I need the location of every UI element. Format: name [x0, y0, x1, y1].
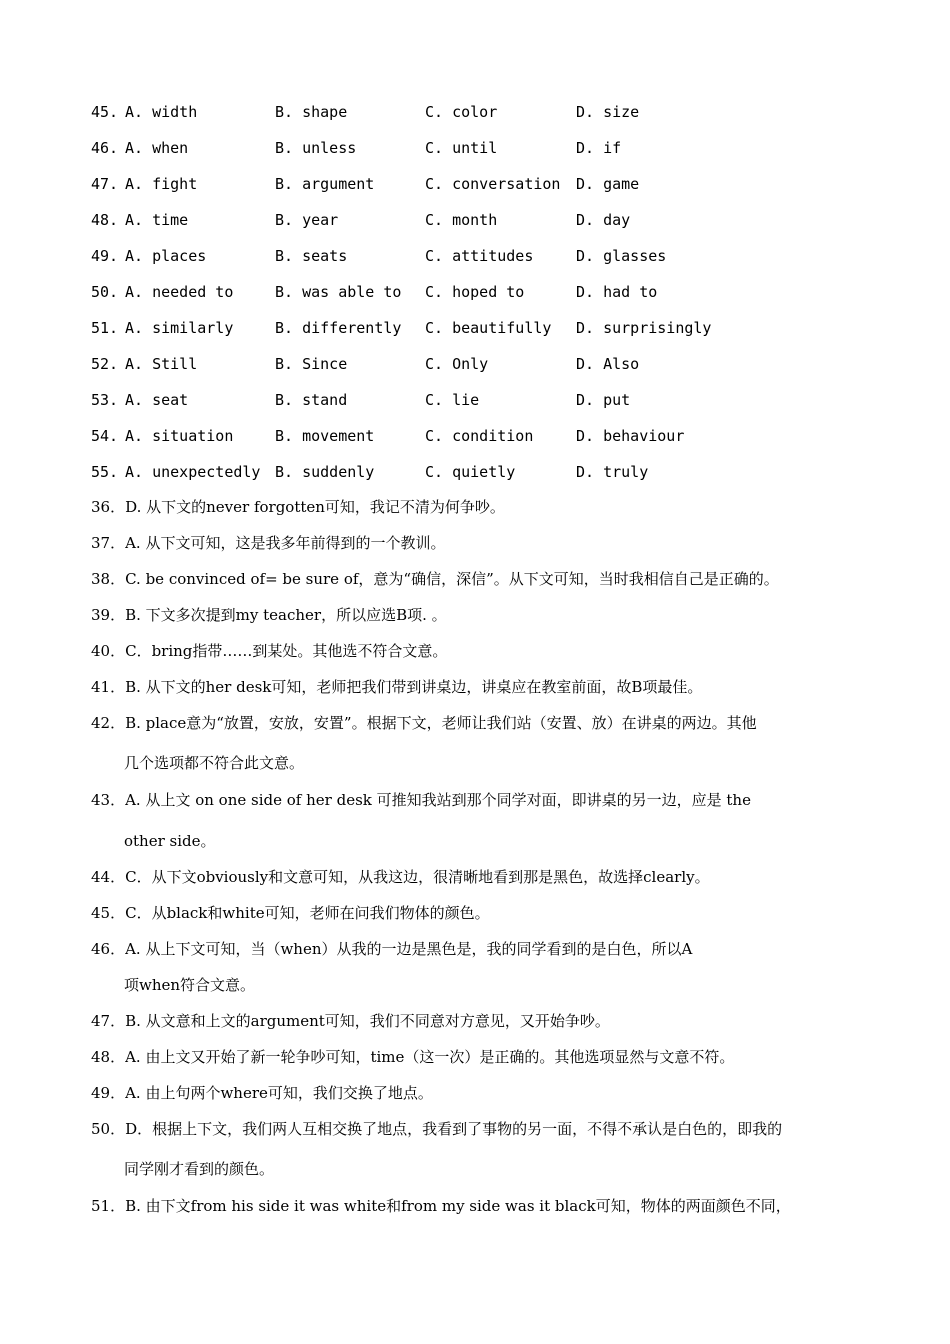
answer-continuation: 项when符合文意。 — [124, 976, 256, 994]
answer-40: 40．C．bring指带……到某处。其他选不符合文意。 — [91, 642, 448, 660]
answer-45: 45．C．从black和white可知，老师在问我们物体的颜色。 — [91, 904, 490, 922]
answer-47: 47．B. 从文意和上文的argument可知，我们不同意对方意见，又开始争吵。 — [91, 1012, 610, 1030]
option-d: D. behaviour — [576, 427, 685, 445]
option-b: B. Since — [275, 355, 348, 373]
answer-line: 46．A. 从上下文可知，当（when）从我的一边是黑色是，我的同学看到的是白色，所以A — [91, 940, 693, 958]
answer-37: 37．A. 从下文可知，这是我多年前得到的一个教训。 — [91, 534, 446, 552]
answer-continuation: 同学刚才看到的颜色。 — [124, 1160, 275, 1178]
option-a: A. needed to — [125, 283, 234, 301]
option-a: A. Still — [125, 355, 198, 373]
option-d: D. glasses — [576, 247, 667, 265]
question-number: 45. — [91, 103, 119, 121]
answer-line: 42．B. place意为“放置，安放，安置”。根据下文，老师让我们站（安置、放）在讲桌的两边。其他 — [91, 714, 757, 732]
option-c: C. month — [425, 211, 498, 229]
question-number: 47. — [91, 175, 119, 193]
option-a: A. time — [125, 211, 189, 229]
question-number: 49. — [91, 247, 119, 265]
answer-51: 51．B. 由下文from his side it was white和from my side was it black可知，物体的两面颜色不同， — [91, 1197, 791, 1215]
option-c: C. beautifully — [425, 319, 552, 337]
option-b: B. shape — [275, 103, 348, 121]
question-number: 46. — [91, 139, 119, 157]
question-number: 48. — [91, 211, 119, 229]
option-a: A. similarly — [125, 319, 234, 337]
option-d: D. surprisingly — [576, 319, 712, 337]
option-c: C. quietly — [425, 463, 516, 481]
option-d: D. put — [576, 391, 631, 409]
answer-line: 50．D．根据上下文，我们两人互相交换了地点，我看到了事物的另一面，不得不承认是白色的，即我的 — [91, 1120, 783, 1138]
option-c: C. lie — [425, 391, 480, 409]
option-c: C. condition — [425, 427, 534, 445]
answer-46 — [91, 937, 871, 994]
option-d: D. Also — [576, 355, 640, 373]
option-d: D. game — [576, 175, 640, 193]
answer-41: 41．B. 从下文的her desk可知，老师把我们带到讲桌边，讲桌应在教室前面，故B项最佳。 — [91, 678, 703, 696]
option-b: B. unless — [275, 139, 357, 157]
question-number: 54. — [91, 427, 119, 445]
question-number: 53. — [91, 391, 119, 409]
option-a: A. unexpectedly — [125, 463, 261, 481]
answer-36: 36．D. 从下文的never forgotten可知，我记不清为何争吵。 — [91, 498, 505, 516]
question-number: 55. — [91, 463, 119, 481]
option-c: C. until — [425, 139, 498, 157]
option-b: B. was able to — [275, 283, 402, 301]
answer-49: 49．A. 由上句两个where可知，我们交换了地点。 — [91, 1084, 433, 1102]
option-c: C. Only — [425, 355, 489, 373]
option-b: B. differently — [275, 319, 402, 337]
option-b: B. stand — [275, 391, 348, 409]
answer-44: 44．C．从下文obviously和文意可知，从我这边，很清晰地看到那是黑色，故选择clearly。 — [91, 868, 710, 886]
option-d: D. had to — [576, 283, 658, 301]
option-d: D. truly — [576, 463, 649, 481]
option-a: A. situation — [125, 427, 234, 445]
option-c: C. hoped to — [425, 283, 525, 301]
answer-50 — [91, 1117, 871, 1178]
option-a: A. places — [125, 247, 207, 265]
option-a: A. fight — [125, 175, 198, 193]
question-number: 50. — [91, 283, 119, 301]
option-b: B. suddenly — [275, 463, 375, 481]
option-b: B. year — [275, 211, 339, 229]
answer-43 — [91, 788, 871, 850]
question-number: 51. — [91, 319, 119, 337]
option-d: D. day — [576, 211, 631, 229]
answer-line: 43．A. 从上文 on one side of her desk 可推知我站到那个同学对面，即讲桌的另一边，应是 the — [91, 791, 751, 809]
option-c: C. attitudes — [425, 247, 534, 265]
option-a: A. width — [125, 103, 198, 121]
answer-continuation: other side。 — [124, 832, 216, 850]
answer-42 — [91, 711, 871, 772]
option-c: C. conversation — [425, 175, 561, 193]
answer-39: 39．B. 下文多次提到my teacher，所以应选B项. 。 — [91, 606, 447, 624]
option-a: A. when — [125, 139, 189, 157]
option-c: C. color — [425, 103, 498, 121]
answer-48: 48．A. 由上文又开始了新一轮争吵可知，time（这一次）是正确的。其他选项显然与文意不符。 — [91, 1048, 735, 1066]
option-b: B. argument — [275, 175, 375, 193]
option-b: B. seats — [275, 247, 348, 265]
option-b: B. movement — [275, 427, 375, 445]
answer-38: 38．C. be convinced of= be sure of，意为“确信，深信”。从下文可知，当时我相信自己是正确的。 — [91, 570, 779, 588]
option-a: A. seat — [125, 391, 189, 409]
answer-continuation: 几个选项都不符合此文意。 — [124, 754, 305, 772]
question-number: 52. — [91, 355, 119, 373]
option-d: D. size — [576, 103, 640, 121]
option-d: D. if — [576, 139, 622, 157]
